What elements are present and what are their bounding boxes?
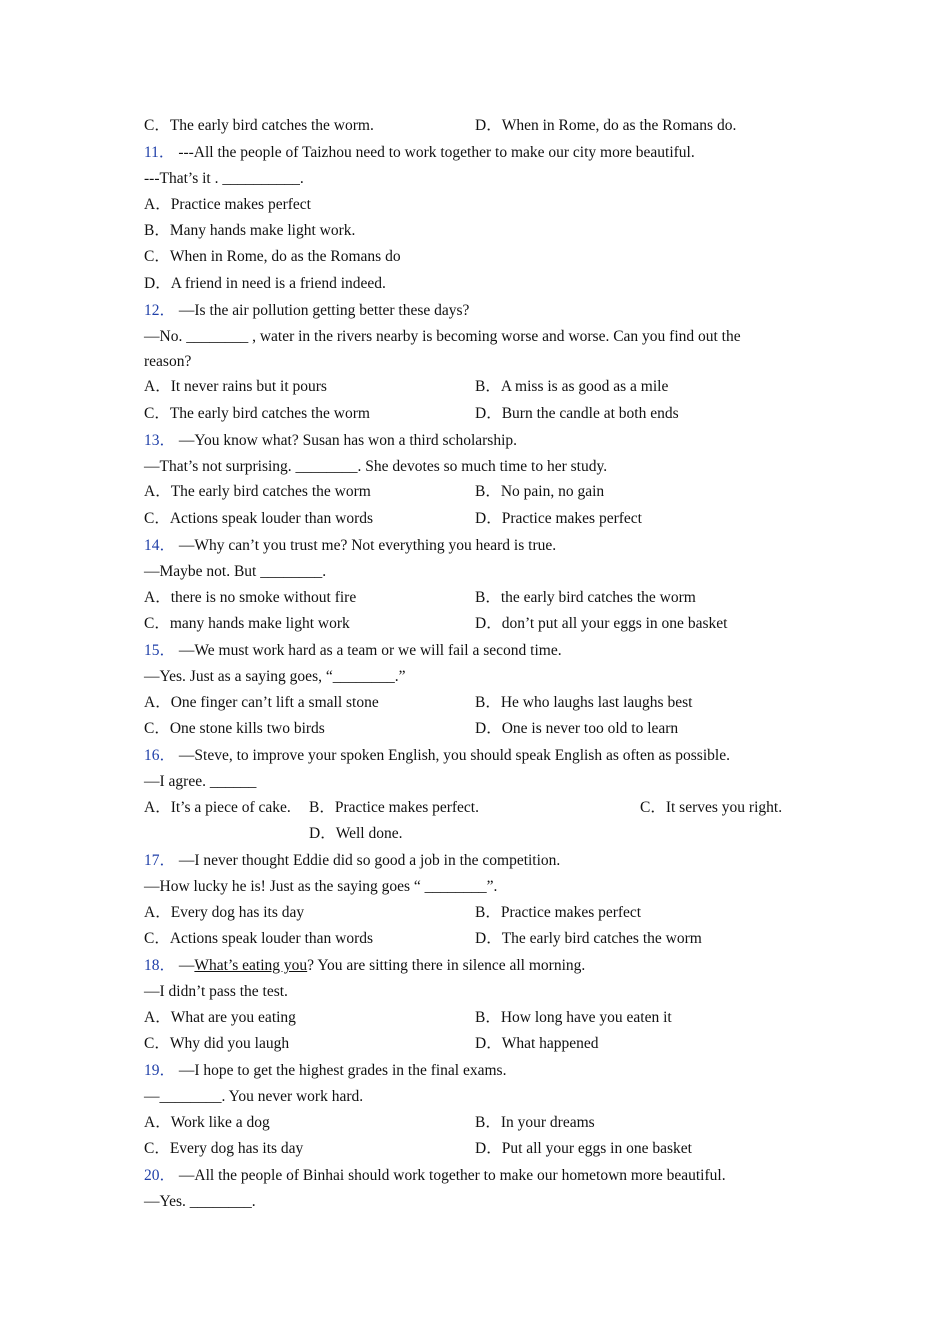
question-reply-cont: reason?: [144, 353, 192, 370]
question-reply: —How lucky he is! Just as the saying goes “ ________”.: [144, 878, 498, 895]
question-stem-pre: —: [175, 957, 195, 974]
question-number: 18．: [144, 957, 176, 974]
option-c: C．One stone kills two birds: [144, 720, 325, 737]
option-d: D．Practice makes perfect: [475, 510, 642, 527]
option-d: D．One is never too old to learn: [475, 720, 679, 737]
question-stem: —You know what? Susan has won a third scholarship.: [175, 432, 517, 449]
question-stem: —I never thought Eddie did so good a job in the competition.: [175, 852, 561, 869]
option-a: A．Practice makes perfect: [144, 196, 311, 213]
question-reply: —That’s not surprising. ________. She devotes so much time to her study.: [144, 458, 608, 475]
option-c: C．The early bird catches the worm: [144, 405, 370, 422]
question-reply: ---That’s it . __________.: [144, 170, 304, 187]
question-reply: —I didn’t pass the test.: [144, 983, 288, 1000]
question-stem: —Why can’t you trust me? Not everything you heard is true.: [175, 537, 557, 554]
question-18: [144, 956, 585, 976]
option-d: D．What happened: [475, 1035, 599, 1052]
option-c: C．Every dog has its day: [144, 1140, 304, 1157]
option-c: C．Actions speak louder than words: [144, 930, 374, 947]
option-d: D．don’t put all your eggs in one basket: [475, 615, 728, 632]
question-reply: —________. You never work hard.: [144, 1088, 364, 1105]
question-stem-post: ? You are sitting there in silence all morning.: [307, 957, 586, 974]
question-14: [144, 536, 556, 556]
option-a: A．One finger can’t lift a small stone: [144, 694, 379, 711]
question-reply: —No. ________ , water in the rivers nearby is becoming worse and worse. Can you find out the: [144, 328, 741, 345]
option-a: A．It never rains but it pours: [144, 378, 327, 395]
option-a: A．What are you eating: [144, 1009, 296, 1026]
option-d: D．Burn the candle at both ends: [475, 405, 679, 422]
option-d: D．Well done.: [309, 825, 403, 842]
question-stem: —I hope to get the highest grades in the final exams.: [175, 1062, 507, 1079]
question-number: 14．: [144, 537, 176, 554]
option-a: A．Work like a dog: [144, 1114, 270, 1131]
option-c: C．Why did you laugh: [144, 1035, 290, 1052]
option-a: A．It’s a piece of cake.: [144, 799, 291, 816]
option-c: C．Actions speak louder than words: [144, 510, 374, 527]
question-11: [144, 143, 695, 163]
question-number: 11．: [144, 144, 175, 161]
option-c: C．It serves you right.: [640, 799, 783, 816]
option-a: A．The early bird catches the worm: [144, 483, 371, 500]
question-number: 12．: [144, 302, 176, 319]
question-number: 13．: [144, 432, 176, 449]
question-stem: —Is the air pollution getting better these days?: [175, 302, 470, 319]
question-13: [144, 431, 517, 451]
option-c: C．The early bird catches the worm.: [144, 117, 374, 134]
option-b: B．No pain, no gain: [475, 483, 605, 500]
question-16: [144, 746, 730, 766]
option-c: C．When in Rome, do as the Romans do: [144, 248, 401, 265]
question-reply: —I agree. ______: [144, 773, 257, 790]
question-reply: —Yes. ________.: [144, 1193, 256, 1210]
option-d: D．When in Rome, do as the Romans do.: [475, 117, 737, 134]
question-15: [144, 641, 562, 661]
question-17: [144, 851, 560, 871]
option-a: A．Every dog has its day: [144, 904, 305, 921]
question-stem: —We must work hard as a team or we will fail a second time.: [175, 642, 562, 659]
question-number: 17．: [144, 852, 176, 869]
question-number: 15．: [144, 642, 176, 659]
question-stem: —Steve, to improve your spoken English, you should speak English as often as possible.: [175, 747, 730, 764]
question-number: 19．: [144, 1062, 176, 1079]
option-b: B．How long have you eaten it: [475, 1009, 672, 1026]
option-b: B．A miss is as good as a mile: [475, 378, 669, 395]
question-stem: —All the people of Binhai should work together to make our hometown more beautiful.: [175, 1167, 726, 1184]
option-d: D．Put all your eggs in one basket: [475, 1140, 692, 1157]
question-20: [144, 1166, 726, 1186]
option-b: B．Practice makes perfect: [475, 904, 642, 921]
question-number: 16．: [144, 747, 176, 764]
question-reply: —Maybe not. But ________.: [144, 563, 327, 580]
question-12: [144, 301, 469, 321]
underlined-phrase: What’s eating you: [194, 957, 308, 974]
option-b: B．In your dreams: [475, 1114, 595, 1131]
option-d: D．A friend in need is a friend indeed.: [144, 275, 386, 292]
option-b: B．Practice makes perfect.: [309, 799, 479, 816]
option-b: B．the early bird catches the worm: [475, 589, 696, 606]
option-b: B．He who laughs last laughs best: [475, 694, 693, 711]
question-19: [144, 1061, 506, 1081]
question-reply: —Yes. Just as a saying goes, “________.”: [144, 668, 406, 685]
option-c: C．many hands make light work: [144, 615, 350, 632]
question-stem: ---All the people of Taizhou need to work together to make our city more beautiful.: [174, 144, 695, 161]
option-b: B．Many hands make light work.: [144, 222, 356, 239]
question-number: 20．: [144, 1167, 176, 1184]
option-d: D．The early bird catches the worm: [475, 930, 702, 947]
option-a: A．there is no smoke without fire: [144, 589, 357, 606]
